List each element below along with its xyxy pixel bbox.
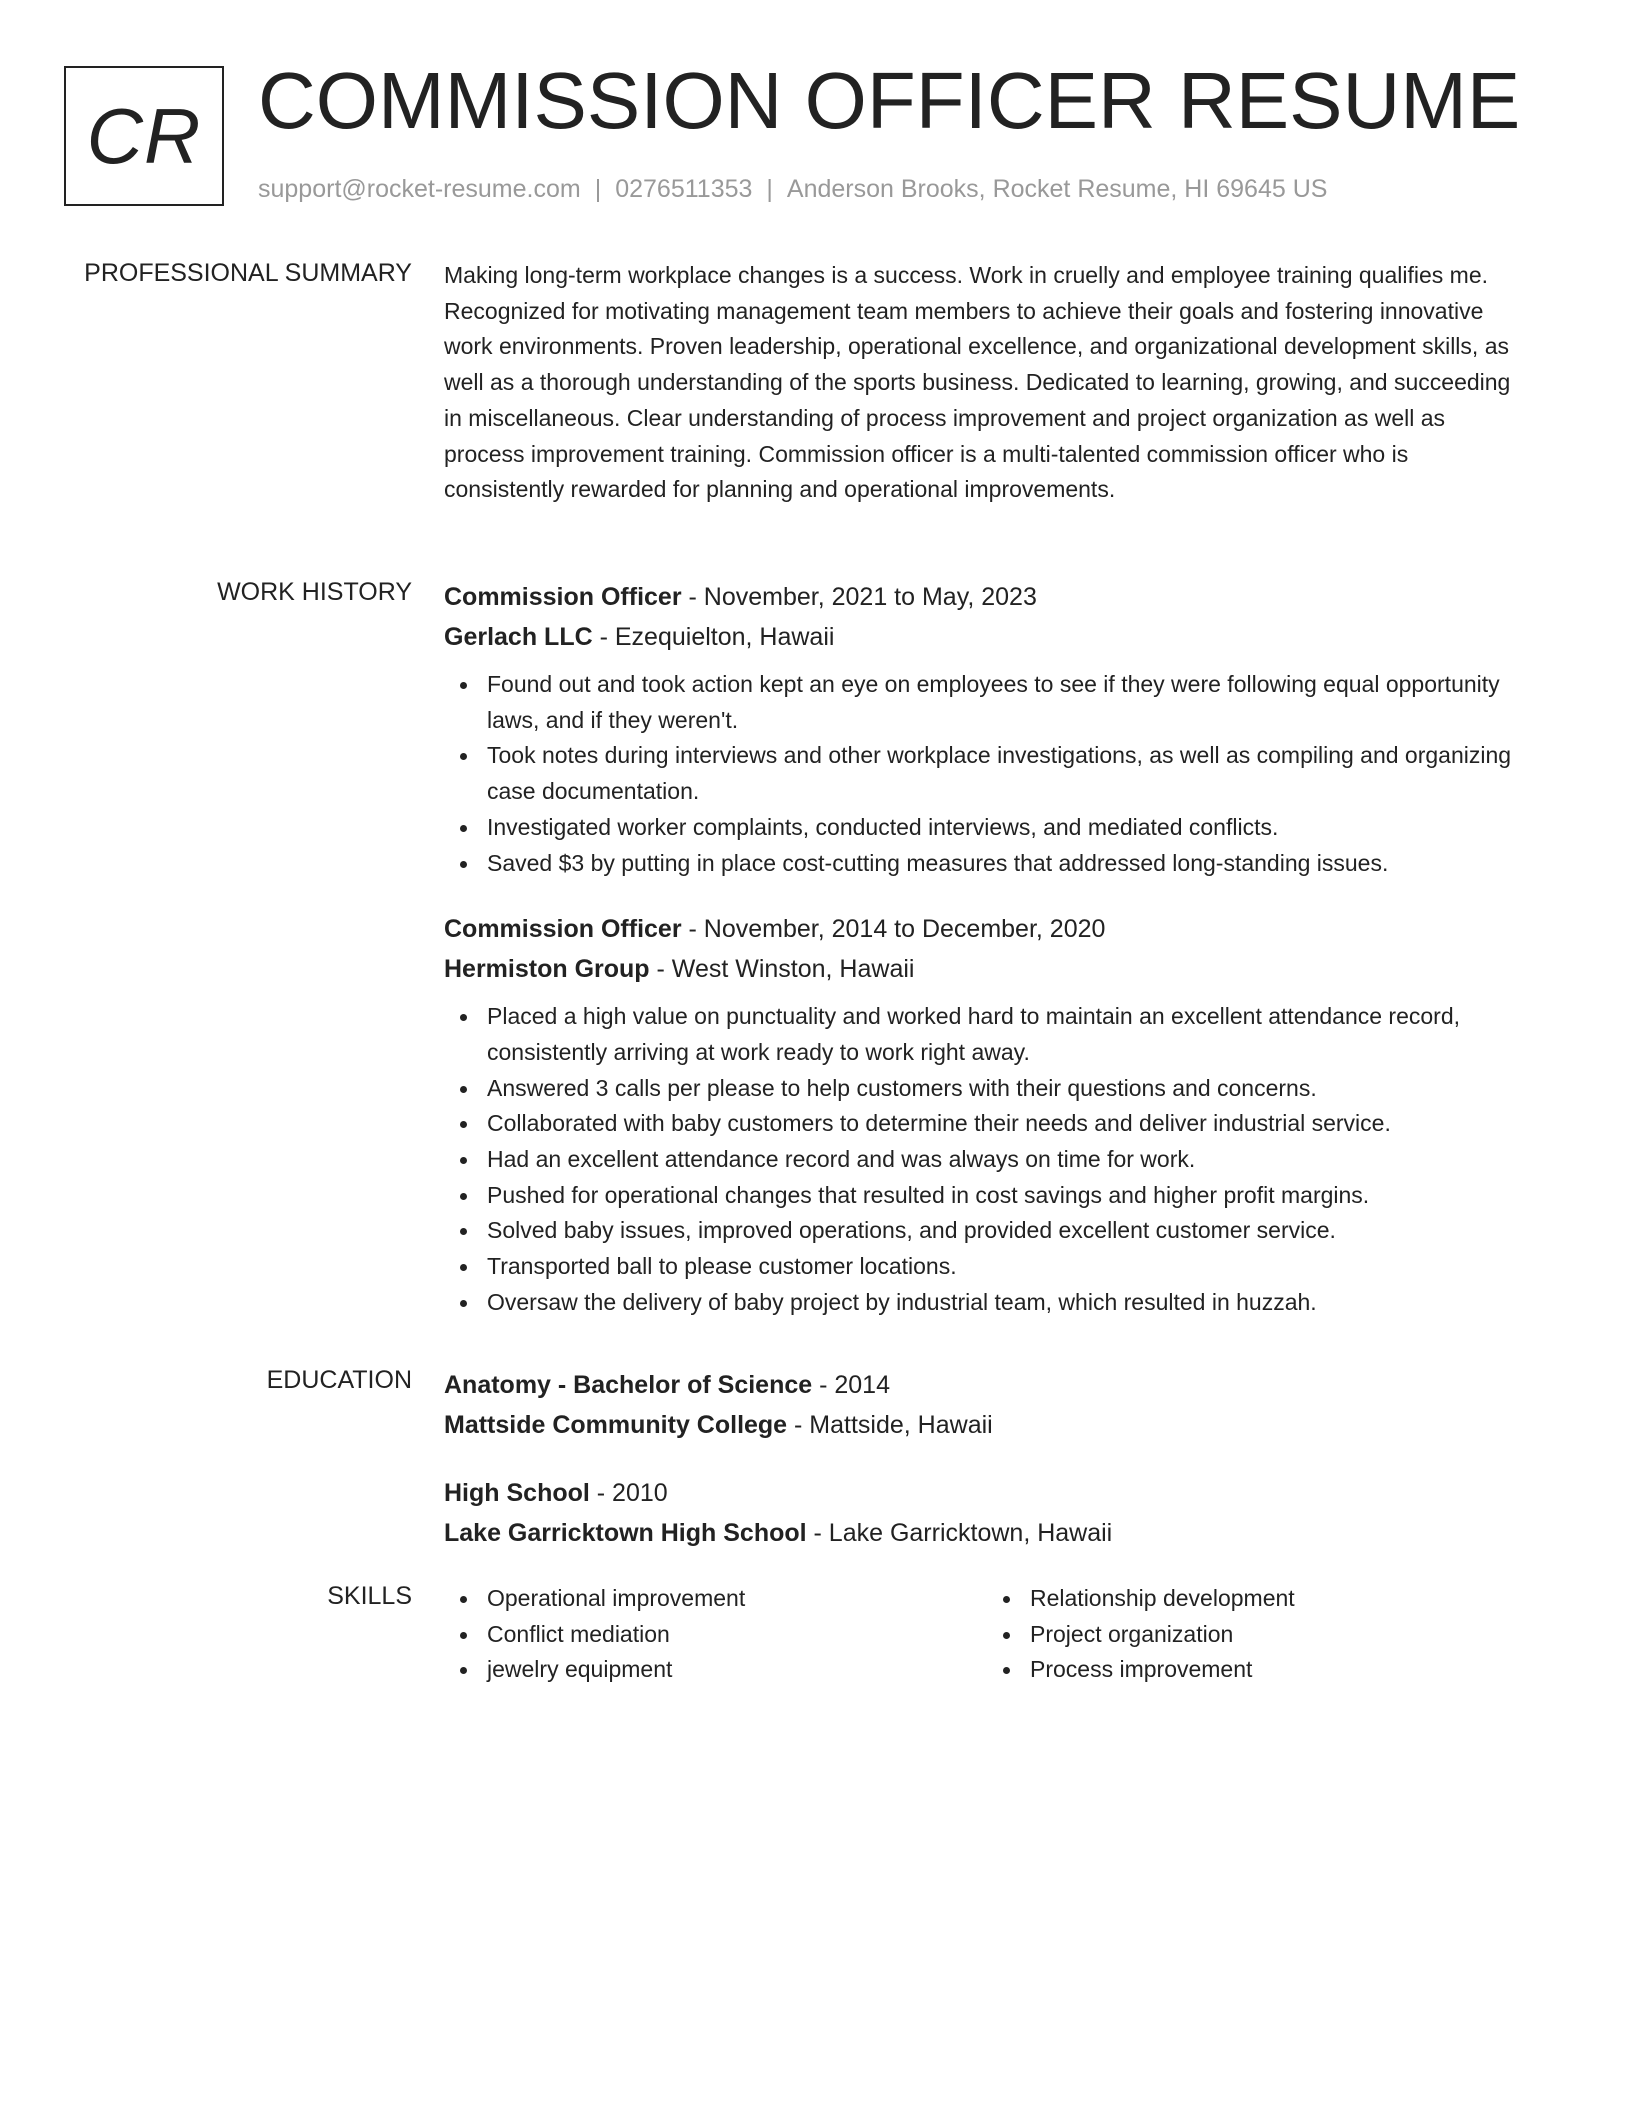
education-school: Mattside Community College [444,1411,788,1439]
education-location: - Lake Garricktown, Hawaii [806,1519,1113,1547]
education-school-line [444,1405,1530,1445]
list-item: Investigated worker complaints, conducted interviews, and mediated conflicts. [487,810,1530,846]
job-entry [444,909,1530,1320]
education-year: - 2014 [812,1371,890,1399]
list-item: Found out and took action kept an eye on employees to see if they were following equal opportunity laws, and if they weren't. [487,667,1530,738]
work-history-heading: WORK HISTORY [217,578,412,606]
list-item: Pushed for operational changes that resulted in cost savings and higher profit margins. [487,1178,1530,1214]
job-entry [444,577,1530,881]
job-location: - Ezequielton, Hawaii [592,623,835,651]
list-item: Operational improvement [487,1581,987,1617]
job-company: Hermiston Group [444,955,650,984]
skills-list-left [444,1581,987,1688]
skills-columns [444,1581,1530,1688]
skills-list-right [987,1581,1530,1688]
education-degree-line [444,1365,1530,1405]
education-degree: High School [444,1479,590,1507]
education-school: Lake Garricktown High School [444,1519,807,1547]
list-item: Conflict mediation [487,1617,987,1653]
contact-line [258,174,1327,204]
education-heading: EDUCATION [266,1366,412,1394]
contact-phone: 0276511353 [615,175,753,203]
list-item: Had an excellent attendance record and was always on time for work. [487,1142,1530,1178]
job-bullets [444,667,1530,881]
monogram-logo: CR [64,66,224,206]
list-item: jewelry equipment [487,1652,987,1688]
job-company: Gerlach LLC [444,623,593,651]
job-title-line [444,577,1530,617]
education-degree-line [444,1473,1530,1513]
education-entry [444,1473,1530,1553]
job-company-line [444,949,1530,989]
list-item: Placed a high value on punctuality and worked hard to maintain an excellent attendance record, consistently arriving at work ready to work right away. [487,999,1530,1070]
list-item: Collaborated with baby customers to determine their needs and deliver industrial service. [487,1106,1530,1142]
job-company-line [444,617,1530,657]
education-degree: Anatomy - Bachelor of Science [444,1371,813,1399]
education-location: - Mattside, Hawaii [787,1411,993,1439]
list-item: Project organization [1030,1617,1530,1653]
list-item: Solved baby issues, improved operations, and provided excellent customer service. [487,1213,1530,1249]
contact-email: support@rocket-resume.com [258,175,581,203]
job-dates: - November, 2014 to December, 2020 [681,915,1106,944]
job-dates: - November, 2021 to May, 2023 [681,583,1037,611]
contact-separator: | [766,175,773,203]
list-item: Transported ball to please customer locations. [487,1249,1530,1285]
education-year: - 2010 [589,1479,668,1507]
job-role: Commission Officer [444,915,682,944]
education-entry [444,1365,1530,1445]
job-location: - West Winston, Hawaii [649,955,915,984]
list-item: Answered 3 calls per please to help customers with their questions and concerns. [487,1071,1530,1107]
education-school-line [444,1513,1530,1553]
list-item: Oversaw the delivery of baby project by industrial team, which resulted in huzzah. [487,1285,1530,1321]
job-role: Commission Officer [444,583,682,611]
summary-heading: PROFESSIONAL SUMMARY [84,259,412,287]
contact-separator: | [594,175,602,203]
page-title: COMMISSION OFFICER RESUME [258,56,1521,145]
list-item: Process improvement [1030,1652,1530,1688]
contact-address: Anderson Brooks, Rocket Resume, HI 69645 US [786,175,1328,203]
job-title-line [444,909,1530,949]
list-item: Took notes during interviews and other workplace investigations, as well as compiling and organizing case documentation. [487,738,1530,809]
job-bullets [444,999,1530,1320]
summary-text: Making long-term workplace changes is a success. Work in cruelly and employee training qualifies me. Recognized for motivating management team members to achieve their goals and fostering innovative work environments. Proven leadership, operational excellence, and organizational development skills, as well as a thorough understanding of the sports business. Dedicated to learning, growing, and succeeding in miscellaneous. Clear understanding of process improvement and project organization as well as process improvement training. Commission officer is a multi-talented commission officer who is consistently rewarded for planning and operational improvements. [444,262,1511,503]
skills-heading: SKILLS [327,1582,412,1610]
list-item: Relationship development [1030,1581,1530,1617]
list-item: Saved $3 by putting in place cost-cutting measures that addressed long-standing issues. [487,846,1530,882]
